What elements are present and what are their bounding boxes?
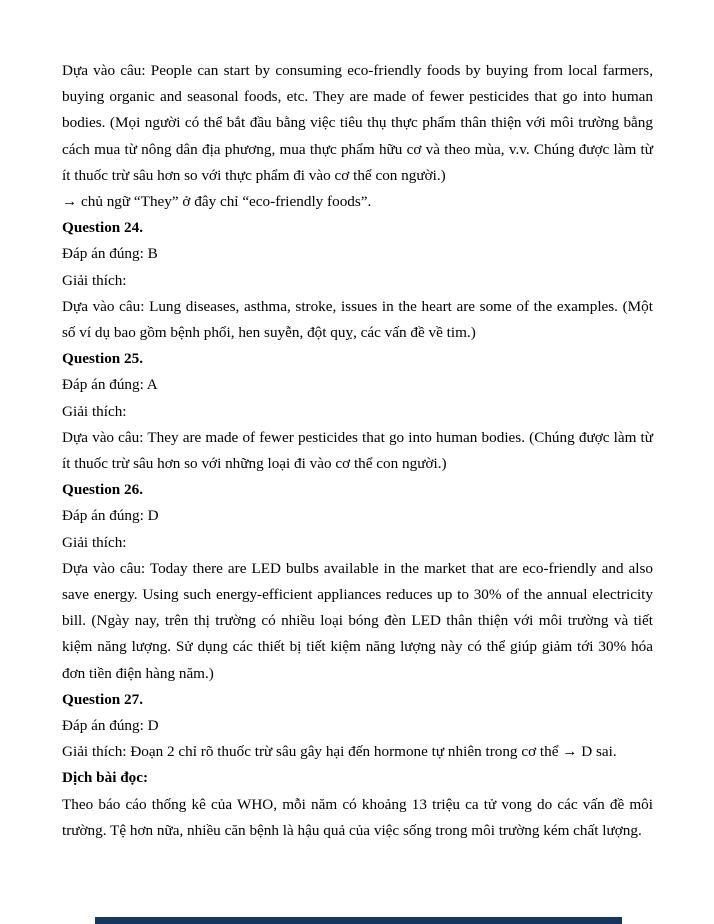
correct-answer-line: Đáp án đúng: A <box>62 376 158 394</box>
explanation-label: Giải thích: <box>62 533 127 551</box>
question-24-heading: Question 24. <box>62 219 144 237</box>
explanation-text-line: Dựa vào câu: People can start by consuming eco-friendly foods by buying from local farmers, <box>62 62 653 79</box>
explanation-text-line: đơn tiền điện hàng năm.) <box>62 664 214 682</box>
explanation-text-line: Dựa vào câu: Lung diseases, asthma, stroke, issues in the heart are some of the examples. (Một <box>62 297 653 315</box>
footer-banner-sliver <box>95 917 622 924</box>
explanation-text-line: save energy. Using such energy-efficient appliances reduces up to 30% of the annual electricity <box>62 586 653 604</box>
explanation-text-line: Dựa vào câu: Today there are LED bulbs available in the market that are eco-friendly and also <box>62 559 653 577</box>
explanation-text-line: cách mua từ nông dân địa phương, mua thực phẩm hữu cơ và theo mùa, v.v. Chúng được làm từ <box>62 140 653 158</box>
note-line-subject-reference: → chủ ngữ “They” ở đây chỉ “eco-friendly foods”. <box>62 193 372 211</box>
explanation-text-line: ít thuốc trừ sâu hơn so với thực phẩm đi vào cơ thể con người.) <box>62 166 446 184</box>
question-27-heading: Question 27. <box>62 690 144 708</box>
translation-text-line: trường. Tệ hơn nữa, nhiều căn bệnh là hậu quả của việc sống trong môi trường kém chất lượng. <box>62 821 642 839</box>
explanation-text-line: ít thuốc trừ sâu hơn so với những loại đi vào cơ thể con người.) <box>62 455 447 473</box>
explanation-label: Giải thích: <box>62 271 127 289</box>
question-25-heading: Question 25. <box>62 350 144 368</box>
explanation-text-line: số ví dụ bao gồm bệnh phổi, hen suyễn, đột quỵ, các vấn đề về tim.) <box>62 324 476 342</box>
correct-answer-line: Đáp án đúng: D <box>62 507 159 525</box>
correct-answer-line: Đáp án đúng: D <box>62 717 159 735</box>
document-page <box>62 58 653 844</box>
explanation-text-line: buying organic and seasonal foods, etc. They are made of fewer pesticides that go into human <box>62 88 653 106</box>
explanation-label: Giải thích: <box>62 402 127 420</box>
explanation-text-line: bill. (Ngày nay, trên thị trường có nhiều loại bóng đèn LED thân thiện với môi trường và tiết <box>62 612 653 630</box>
question-26-heading: Question 26. <box>62 481 144 499</box>
explanation-text-line: Giải thích: Đoạn 2 chỉ rõ thuốc trừ sâu gây hại đến hormone tự nhiên trong cơ thể → D sai. <box>62 743 617 761</box>
correct-answer-line: Đáp án đúng: B <box>62 245 158 263</box>
explanation-text-line: kiệm năng lượng. Sử dụng các thiết bị tiết kiệm năng lượng này có thể giúp giảm tới 30% hóa <box>62 638 653 656</box>
reading-translation-heading: Dịch bài đọc: <box>62 769 149 787</box>
explanation-text-line: bodies. (Mọi người có thể bắt đầu bằng việc tiêu thụ thực phẩm thân thiện với môi trường bằng <box>62 114 653 132</box>
explanation-text-line: Dựa vào câu: They are made of fewer pesticides that go into human bodies. (Chúng được làm từ <box>62 428 653 446</box>
translation-text-line: Theo báo cáo thống kê của WHO, mỗi năm có khoảng 13 triệu ca tử vong do các vấn đề môi <box>62 795 653 813</box>
